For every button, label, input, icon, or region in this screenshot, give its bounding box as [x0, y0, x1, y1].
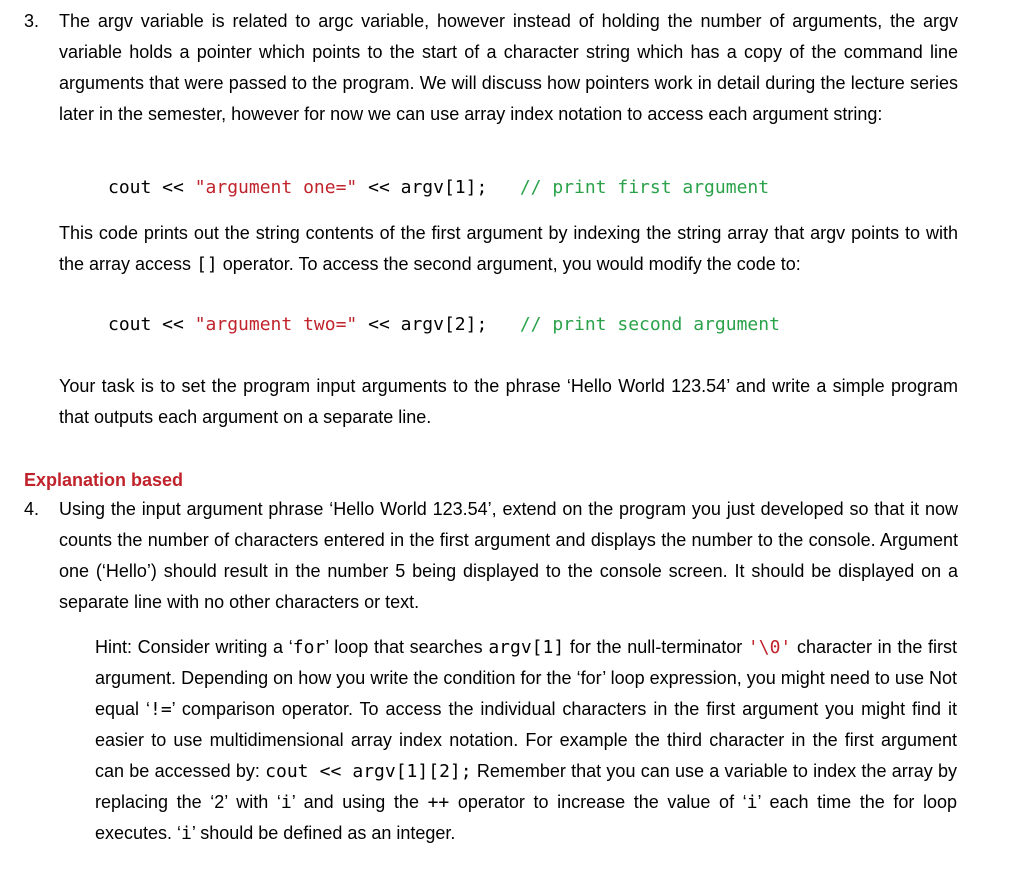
question-3-intro: The argv variable is related to argc variable, however instead of holding the number of arguments, the argv variable holds a pointer which points to the start of a character string which has a copy of the command line arguments that were passed to the program. We will discuss how pointers work in detail during the lecture series later in the semester, however for now we can use array index notation to access each argument string: — [59, 11, 958, 124]
hint-text-3: for the null-terminator — [564, 637, 748, 657]
code-1-prefix: cout << — [108, 177, 195, 198]
hint-text-6: Remember that you can use a variable to index the array by replacing the ‘2’ with ‘ — [95, 761, 957, 812]
hint-code-argv1: argv[1] — [488, 637, 565, 658]
hint-text-9: ’ each time the for loop executes. ‘ — [95, 792, 958, 843]
section-heading: Explanation based — [24, 470, 184, 490]
hint-text-5: ’ comparison operator. To access the individual characters in the first argument you might find it easier to use multidimensional array index notation. For example the third character in the first argument can be accessed by: — [95, 699, 957, 781]
code-1-string: "argument one=" — [194, 177, 358, 198]
hint-text-4: character in the first argument. Depending on how you write the condition for the ‘for’ loop expression, you might need to use Not equal ‘ — [95, 637, 957, 719]
code-1-comment: // print first argument — [519, 177, 770, 198]
hint-paragraph — [95, 632, 957, 849]
para-2-text-a: This code prints out the string contents of the first argument by indexing the string array that argv points to with the array access — [59, 223, 958, 274]
code-2-suffix: << argv[2]; — [357, 314, 520, 335]
hint-code-for: for — [292, 637, 326, 658]
hint-text-7: ’ and using the — [291, 792, 428, 812]
question-4-number: 4. — [24, 499, 40, 519]
hint-code-increment: ++ — [427, 792, 450, 813]
code-2-prefix: cout << — [108, 314, 195, 335]
hint-text-1: Hint: Consider writing a ‘ — [95, 637, 293, 657]
question-3-task: Your task is to set the program input arguments to the phrase ‘Hello World 123.54’ and write a simple program that outputs each argument on a separate line. — [59, 376, 958, 427]
hint-text-2: ’ loop that searches — [325, 637, 489, 657]
question-4-text: Using the input argument phrase ‘Hello World 123.54’, extend on the program you just developed so that it now counts the number of characters entered in the first argument and displays the number to the console. Argument one (‘Hello’) should result in the number 5 being displayed to the console screen. It should be displayed on a separate line with no other characters or text. — [59, 499, 958, 612]
question-3-number: 3. — [24, 11, 40, 31]
hint-code-not-equal: != — [149, 699, 172, 720]
code-1-suffix: << argv[1]; — [357, 177, 520, 198]
hint-text-10: ’ should be defined as an integer. — [191, 823, 456, 843]
code-example-2 — [108, 313, 780, 337]
para-2-text-b: operator. To access the second argument, you would modify the code to: — [217, 254, 801, 274]
code-2-string: "argument two=" — [194, 314, 358, 335]
array-access-operator: [] — [196, 254, 218, 275]
hint-text-8: operator to increase the value of ‘ — [449, 792, 747, 812]
code-2-comment: // print second argument — [519, 314, 780, 335]
question-3-paragraph-2 — [59, 218, 958, 280]
code-example-1 — [108, 176, 769, 200]
hint-code-null-terminator: '\0' — [747, 637, 792, 658]
hint-code-cout-example: cout << argv[1][2]; — [265, 761, 472, 782]
hint-code-i-3: i — [181, 823, 192, 844]
hint-code-i-2: i — [746, 792, 758, 813]
hint-code-i-1: i — [280, 792, 292, 813]
